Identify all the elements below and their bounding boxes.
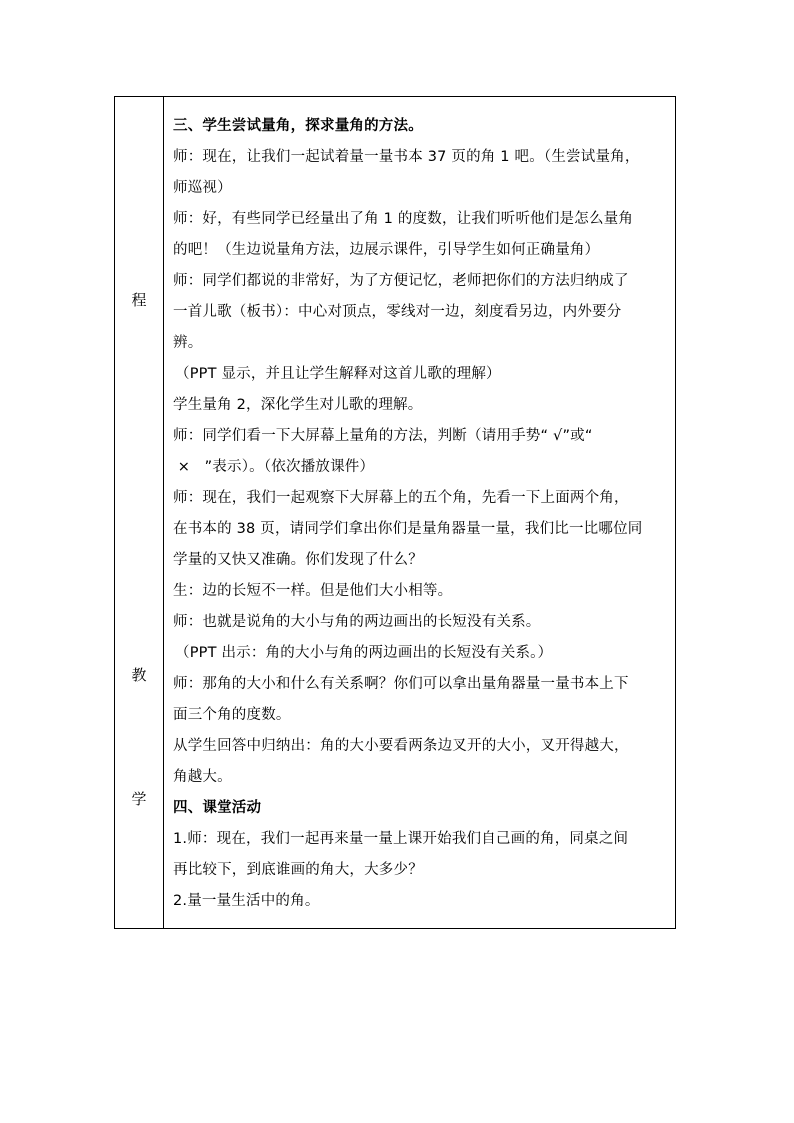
text-line: 师：那角的大小和什么有关系啊？你们可以拿出量角器量一量书本上下 xyxy=(173,676,629,692)
text-line: 师：同学们看一下大屏幕上量角的方法，判断（请用手势“ √”或“ xyxy=(173,428,593,444)
side-label-xue: 学 xyxy=(131,790,147,808)
section-heading-three: 三、学生尝试量角，探求量角的方法。 xyxy=(173,118,423,134)
text-line: 师：现在，让我们一起试着量一量书本 37 页的角 1 吧。（生尝试量角， xyxy=(173,149,640,165)
text-line: 学生量角 2，深化学生对儿歌的理解。 xyxy=(173,397,423,413)
text-line: 2.量一量生活中的角。 xyxy=(173,893,320,909)
text-line: 师巡视） xyxy=(173,180,232,196)
column-divider xyxy=(163,97,164,928)
lesson-content xyxy=(173,111,671,917)
section-heading-four: 四、课堂活动 xyxy=(173,800,262,816)
text-line: 面三个角的度数。 xyxy=(173,707,291,723)
text-line: 学量的又快又准确。你们发现了什么？ xyxy=(173,552,423,568)
text-line: 1.师：现在，我们一起再来量一量上课开始我们自己画的角，同桌之间 xyxy=(173,831,629,847)
side-label-cheng: 程 xyxy=(131,291,147,309)
text-line: （PPT 显示，并且让学生解释对这首儿歌的理解） xyxy=(175,366,501,382)
text-line: 再比较下，到底谁画的角大，大多少？ xyxy=(173,862,423,878)
text-line: 一首儿歌（板书）：中心对顶点，零线对一边，刻度看另边，内外要分 xyxy=(173,304,622,320)
lesson-table xyxy=(114,96,676,929)
side-label-jiao: 教 xyxy=(131,666,147,684)
text-line: 师：同学们都说的非常好，为了方便记忆，老师把你们的方法归纳成了 xyxy=(173,273,629,289)
text-line: 师：也就是说角的大小与角的两边画出的长短没有关系。 xyxy=(173,614,541,630)
text-line: 生：边的长短不一样。但是他们大小相等。 xyxy=(173,583,453,599)
text-line: 师：好，有些同学已经量出了角 1 的度数，让我们听听他们是怎么量角 xyxy=(173,211,634,227)
text-line: （PPT 出示：角的大小与角的两边画出的长短没有关系。） xyxy=(175,645,553,661)
text-line: 师：现在，我们一起观察下大屏幕上的五个角，先看一下上面两个角， xyxy=(173,490,629,506)
text-line: 在书本的 38 页，请同学们拿出你们是量角器量一量，我们比一比哪位同 xyxy=(173,521,643,537)
text-line: 辨。 xyxy=(173,335,203,351)
text-line: 从学生回答中归纳出：角的大小要看两条边叉开的大小，叉开得越大， xyxy=(173,738,629,754)
text-line: 的吧！（生边说量角方法，边展示课件，引导学生如何正确量角） xyxy=(173,242,600,258)
text-line: × ”表示）。（依次播放课件） xyxy=(173,459,375,475)
text-line: 角越大。 xyxy=(173,769,232,785)
